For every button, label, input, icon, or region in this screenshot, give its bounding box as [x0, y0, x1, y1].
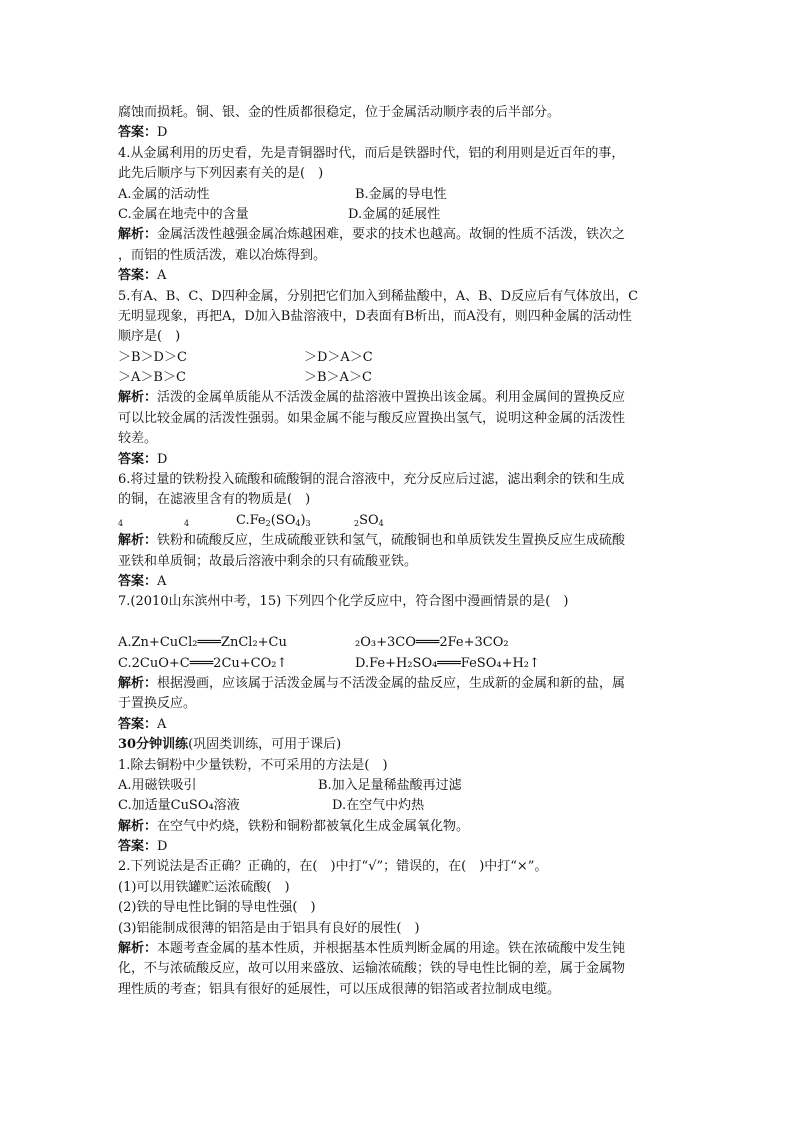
- text: 腐蚀而损耗。铜、银、金的性质都很稳定，位于金属活动顺序表的后半部分。: [118, 105, 561, 120]
- option-b: ＞D＞A＞C: [304, 349, 373, 365]
- option-d: [354, 513, 384, 528]
- text: 较差。: [118, 431, 158, 447]
- text: (1)可以用铁罐贮运浓硫酸( ): [118, 879, 290, 895]
- analysis-line: [118, 939, 678, 959]
- answer-label: 答案：: [118, 268, 158, 284]
- answer-line: [118, 715, 678, 735]
- exercise-2: [118, 857, 678, 877]
- text: 此先后顺序与下列因素有关的是( ): [118, 166, 324, 182]
- text: 理性质的考查；铝具有很好的延展性，可以压成很薄的铝箔或者拉制成电缆。: [118, 981, 561, 997]
- answer-label: 答案：: [118, 573, 158, 589]
- subscript: 3: [305, 518, 311, 528]
- answer-value: A: [157, 716, 167, 732]
- analysis-line: [118, 674, 678, 694]
- answer-value: A: [157, 573, 167, 589]
- option-c: C.2CuO+C═══2Cu+CO₂↑: [118, 655, 288, 671]
- answer-value: D: [157, 125, 168, 141]
- option-b: 4: [184, 518, 190, 528]
- text-line: [118, 980, 678, 1000]
- question-7: [118, 592, 678, 612]
- question-5: [118, 287, 678, 307]
- options-row: [118, 205, 678, 225]
- option-b: ₂O₃+3CO═══2Fe+3CO₂: [355, 635, 509, 651]
- text: 无明显现象，再把A，D加入B盐溶液中，D表面有B析出，而A没有，则四种金属的活动性: [118, 308, 632, 324]
- text: 7.(2010山东滨州中考，15) 下列四个化学反应中，符合图中漫画情景的是( ): [118, 594, 569, 610]
- text: 1.除去铜粉中少量铁粉，不可采用的方法是( ): [118, 757, 388, 773]
- section-heading: [118, 735, 678, 755]
- text: 可以比较金属的活泼性强弱。如果金属不能与酸反应置换出氢气，说明这种金属的活泼性: [118, 410, 626, 426]
- analysis-label: 解析：: [118, 533, 158, 549]
- text: 亚铁和单质铜；故最后溶液中剩余的只有硫酸亚铁。: [118, 553, 418, 569]
- text-line: [118, 959, 678, 979]
- option-d: D.在空气中灼热: [332, 798, 425, 814]
- option-b: B.加入足量稀盐酸再过滤: [318, 777, 462, 793]
- subscript: 4: [295, 518, 301, 528]
- analysis-label: 解析：: [118, 941, 158, 957]
- answer-line: [118, 837, 678, 857]
- analysis-label: 解析：: [118, 227, 158, 243]
- answer-label: 答案：: [118, 451, 158, 467]
- text-line: [118, 164, 678, 184]
- text-line: [118, 307, 678, 327]
- text: 6.将过量的铁粉投入硫酸和硫酸铜的混合溶液中，充分反应后过滤，滤出剩余的铁和生成: [118, 472, 625, 488]
- text: 的铜，在滤液里含有的物质是( ): [118, 492, 311, 508]
- text: (3)铝能制成很薄的铝箔是由于铝具有良好的展性( ): [118, 920, 420, 936]
- text: 顺序是( ): [118, 329, 181, 345]
- options-row: [118, 796, 678, 816]
- text: ，而铝的性质活泼，难以冶炼得到。: [118, 247, 327, 263]
- text-line: [118, 429, 678, 449]
- option-a: ＞B＞D＞C: [118, 349, 187, 365]
- text: 本题考查金属的基本性质，并根据基本性质判断金属的用途。铁在浓硫酸中发生钝: [157, 941, 626, 957]
- question-4: [118, 144, 678, 164]
- answer-value: D: [157, 839, 168, 855]
- statement-1: [118, 878, 678, 898]
- subscript: 2: [354, 518, 360, 528]
- analysis-label: 解析：: [118, 675, 158, 691]
- analysis-line: [118, 817, 678, 837]
- answer-line: [118, 572, 678, 592]
- analysis-line: [118, 531, 678, 551]
- document-body: [118, 103, 678, 1000]
- options-row: [118, 511, 678, 531]
- section-subtitle: (巩固类训练，可用于课后): [188, 737, 342, 753]
- answer-line: [118, 123, 678, 143]
- option-c-text: C.Fe: [236, 512, 266, 528]
- option-a: A.用磁铁吸引: [118, 777, 197, 793]
- image-placeholder-gap: [118, 613, 678, 633]
- answer-label: 答案：: [118, 839, 158, 855]
- subscript: 4: [378, 518, 384, 528]
- option-c-text: (SO: [270, 512, 296, 528]
- option-b: B.金属的导电性: [355, 186, 447, 202]
- statement-2: [118, 898, 678, 918]
- answer-label: 答案：: [118, 716, 158, 732]
- text-line: [118, 246, 678, 266]
- text: 2.下列说法是否正确？正确的，在( )中打“√”；错误的，在( )中打“×”。: [118, 859, 548, 875]
- options-row: [118, 776, 678, 796]
- option-c: C.加适量CuSO₄溶液: [118, 798, 240, 814]
- analysis-label: 解析：: [118, 818, 158, 834]
- text-line: [118, 327, 678, 347]
- option-d: ＞B＞A＞C: [304, 370, 372, 386]
- text-line: [118, 103, 678, 123]
- text-line: [118, 694, 678, 714]
- option-a: 4: [118, 518, 124, 528]
- question-6: [118, 470, 678, 490]
- option-d: D.金属的延展性: [348, 206, 441, 222]
- options-row: [118, 368, 678, 388]
- statement-3: [118, 919, 678, 939]
- text: 活泼的金属单质能从不活泼金属的盐溶液中置换出该金属。利用金属间的置换反应: [157, 390, 626, 406]
- text: 于置换反应。: [118, 696, 197, 712]
- option-c: C.金属在地壳中的含量: [118, 206, 249, 222]
- option-d-text: SO: [359, 512, 379, 528]
- analysis-line: [118, 225, 678, 245]
- text: 化，不与浓硫酸反应，故可以用来盛放、运输浓硫酸；铁的导电性比铜的差，属于金属物: [118, 961, 626, 977]
- option-a: A.金属的活动性: [118, 186, 210, 202]
- text: 铁粉和硫酸反应，生成硫酸亚铁和氢气，硫酸铜也和单质铁发生置换反应生成硫酸: [157, 533, 626, 549]
- options-row: [118, 185, 678, 205]
- text-line: [118, 409, 678, 429]
- text-line: [118, 552, 678, 572]
- subscript: 2: [265, 518, 271, 528]
- text: (2)铁的导电性比铜的导电性强( ): [118, 900, 316, 916]
- text: 根据漫画，应该属于活泼金属与不活泼金属的盐反应，生成新的金属和新的盐，属: [157, 675, 626, 691]
- section-title: 30分钟训练: [118, 737, 189, 753]
- analysis-line: [118, 388, 678, 408]
- option-c: [236, 511, 354, 531]
- text: 金属活泼性越强金属冶炼越困难，要求的技术也越高。故铜的性质不活泼，铁次之: [157, 227, 626, 243]
- text: 5.有A、B、C、D四种金属，分别把它们加入到稀盐酸中，A、B、D反应后有气体放出，C: [118, 288, 639, 304]
- option-c-text: ): [300, 512, 306, 528]
- answer-label: 答案：: [118, 125, 158, 141]
- exercise-1: [118, 756, 678, 776]
- options-row: [118, 654, 678, 674]
- analysis-label: 解析：: [118, 390, 158, 406]
- option-d: D.Fe+H₂SO₄═══FeSO₄+H₂↑: [355, 655, 540, 671]
- text: 4.从金属利用的历史看，先是青铜器时代，而后是铁器时代，铝的利用则是近百年的事，: [118, 145, 625, 161]
- options-row: [118, 633, 678, 653]
- answer-value: D: [157, 451, 168, 467]
- text: 在空气中灼烧，铁粉和铜粉都被氧化生成金属氧化物。: [157, 818, 470, 834]
- text-line: [118, 490, 678, 510]
- answer-value: A: [157, 268, 167, 284]
- option-c: ＞A＞B＞C: [118, 370, 186, 386]
- options-row: [118, 348, 678, 368]
- answer-line: [118, 266, 678, 286]
- option-a: A.Zn+CuCl₂═══ZnCl₂+Cu: [118, 635, 287, 651]
- answer-line: [118, 450, 678, 470]
